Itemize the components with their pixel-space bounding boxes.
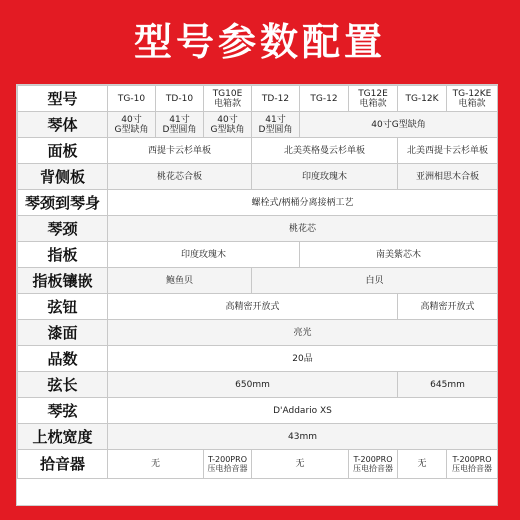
cell: TG-12K [398, 86, 447, 112]
cell: 北美西提卡云杉单板 [398, 138, 498, 164]
cell: 高精密开放式 [108, 294, 398, 320]
row-back [18, 164, 498, 190]
cell: 无 [252, 450, 349, 479]
cell: 亚洲相思木合板 [398, 164, 498, 190]
row-pickup [18, 450, 498, 479]
cell: T-200PRO 压电拾音器 [204, 450, 252, 479]
row-tuners [18, 294, 498, 320]
cell: 43mm [108, 424, 498, 450]
cell: D'Addario XS [108, 398, 498, 424]
row-nut [18, 424, 498, 450]
row-label: 琴颈到琴身 [18, 190, 108, 216]
row-label: 上枕宽度 [18, 424, 108, 450]
cell: TG-12KE 电箱款 [447, 86, 498, 112]
row-top [18, 138, 498, 164]
row-neck-joint [18, 190, 498, 216]
cell: 645mm [398, 372, 498, 398]
row-label: 拾音器 [18, 450, 108, 479]
row-grade [18, 346, 498, 372]
row-fingerboard [18, 242, 498, 268]
cell: 20品 [108, 346, 498, 372]
cell: 螺栓式/柄桶分离接柄工艺 [108, 190, 498, 216]
row-finish [18, 320, 498, 346]
cell: 西提卡云杉单板 [108, 138, 252, 164]
row-scale [18, 372, 498, 398]
cell: TG12E 电箱款 [349, 86, 398, 112]
cell: 无 [398, 450, 447, 479]
row-strings [18, 398, 498, 424]
row-label: 漆面 [18, 320, 108, 346]
row-label: 琴颈 [18, 216, 108, 242]
row-label: 琴弦 [18, 398, 108, 424]
cell: 41寸 D型圆角 [252, 112, 300, 138]
spec-table [16, 84, 498, 506]
cell: TG10E 电箱款 [204, 86, 252, 112]
cell: T-200PRO 压电拾音器 [447, 450, 498, 479]
cell: 亮光 [108, 320, 498, 346]
row-label: 面板 [18, 138, 108, 164]
row-label: 指板 [18, 242, 108, 268]
cell: TG-12 [300, 86, 349, 112]
row-neck [18, 216, 498, 242]
cell: T-200PRO 压电拾音器 [349, 450, 398, 479]
cell: 高精密开放式 [398, 294, 498, 320]
cell: 北美英格曼云杉单板 [252, 138, 398, 164]
row-label: 琴体 [18, 112, 108, 138]
cell: 无 [108, 450, 204, 479]
row-body [18, 112, 498, 138]
cell: 南美紫芯木 [300, 242, 498, 268]
cell: 40寸 G型缺角 [204, 112, 252, 138]
row-label: 型号 [18, 86, 108, 112]
row-label: 背侧板 [18, 164, 108, 190]
row-inlay [18, 268, 498, 294]
cell: 鲍鱼贝 [108, 268, 252, 294]
row-model [18, 86, 498, 112]
cell: 白贝 [252, 268, 498, 294]
cell: 印度玫瑰木 [108, 242, 300, 268]
row-label: 指板镶嵌 [18, 268, 108, 294]
cell: TD-10 [156, 86, 204, 112]
row-label: 弦长 [18, 372, 108, 398]
cell: 650mm [108, 372, 398, 398]
cell: TG-10 [108, 86, 156, 112]
cell: TD-12 [252, 86, 300, 112]
page-title: 型号参数配置 [133, 19, 386, 64]
cell: 40寸G型缺角 [300, 112, 498, 138]
cell: 印度玫瑰木 [252, 164, 398, 190]
row-label: 弦钮 [18, 294, 108, 320]
cell: 41寸 D型圆角 [156, 112, 204, 138]
row-label: 品数 [18, 346, 108, 372]
cell: 桃花芯合板 [108, 164, 252, 190]
cell: 40寸 G型缺角 [108, 112, 156, 138]
cell: 桃花芯 [108, 216, 498, 242]
